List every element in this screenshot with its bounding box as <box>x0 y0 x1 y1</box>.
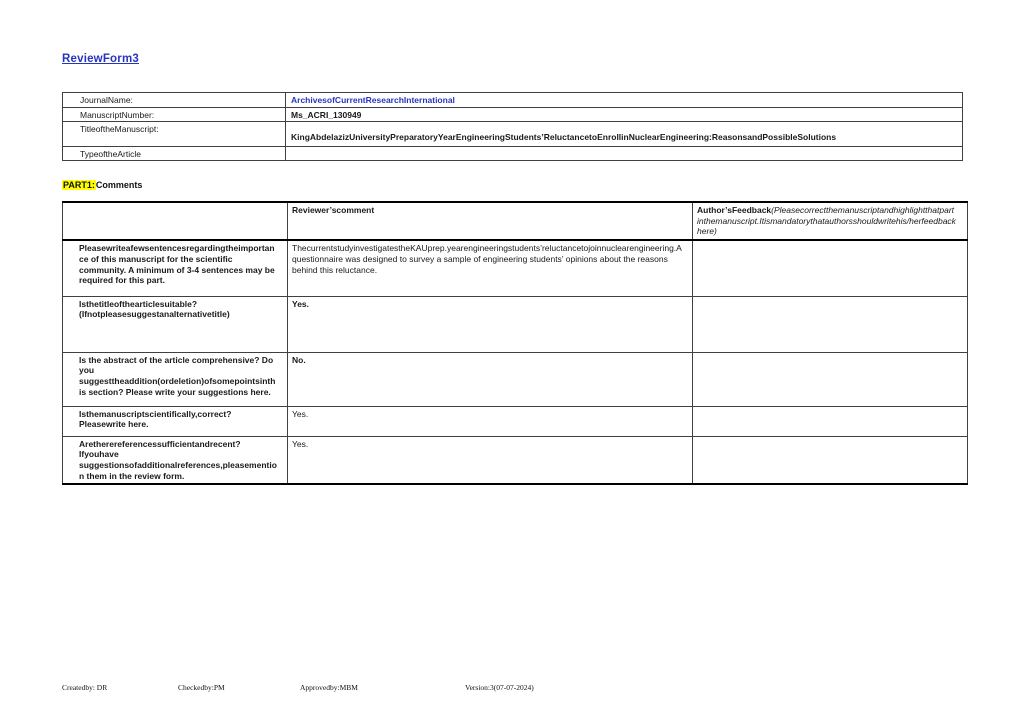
info-label-manuscript-number: ManuscriptNumber: <box>63 108 286 122</box>
reviewer-comment-cell: Yes. <box>288 406 693 436</box>
part1-heading <box>62 180 142 190</box>
footer-approved-by: Approvedby:MBM <box>300 683 358 692</box>
manuscript-info-table <box>62 92 963 161</box>
table-row <box>63 122 963 147</box>
table-row <box>63 406 968 436</box>
footer-created-by: Createdby: DR <box>62 683 108 692</box>
reviewer-comment-cell: Yes. <box>288 436 693 484</box>
comments-table <box>62 201 968 485</box>
author-feedback-title: Author’sFeedback <box>697 205 772 215</box>
table-row <box>63 108 963 122</box>
info-value-manuscript-title: KingAbdelazizUniversityPreparatoryYearEngineeringStudents’ReluctancetoEnrollinNuclearEngineering:ReasonsandPossibleSolutions <box>286 122 963 147</box>
author-feedback-cell <box>693 240 968 296</box>
table-row <box>63 296 968 352</box>
info-label-manuscript-title: TitleoftheManuscript: <box>63 122 286 147</box>
reviewer-comment-cell: No. <box>288 352 693 406</box>
table-row <box>63 93 963 108</box>
info-label-journal-name: JournalName: <box>63 93 286 108</box>
footer-checked-by: Checkedby:PM <box>178 683 225 692</box>
table-row <box>63 436 968 484</box>
table-row <box>63 352 968 406</box>
info-value-article-type <box>286 147 963 161</box>
question-cell: Pleasewriteafewsentencesregardingtheimportance of this manuscript for the scientific community. A minimum of 3-4 sentences may be required for this part. <box>63 240 288 296</box>
document-title: ReviewForm3 <box>62 53 139 65</box>
reviewer-comment-cell: ThecurrentstudyinvestigatestheKAUprep.yearengineeringstudents’reluctancetojoinnuclearengineering.A questionnaire was designed to survey a sample of engineering students’ opinions about the reasons behind this reluctance. <box>288 240 693 296</box>
table-row <box>63 147 963 161</box>
author-feedback-cell <box>693 436 968 484</box>
header-reviewer-comment: Reviewer’scomment <box>288 202 693 240</box>
info-value-journal-name: ArchivesofCurrentResearchInternational <box>286 93 963 108</box>
table-row <box>63 240 968 296</box>
author-feedback-cell <box>693 352 968 406</box>
author-feedback-note: (Pleasecorrectthemanuscriptandhighlightthatpart inthemanuscript.Itismandatorythatauthorsshouldwritehis/herfeedback here) <box>697 205 956 237</box>
reviewer-comment-cell: Yes. <box>288 296 693 352</box>
question-cell: Isthemanuscriptscientifically,correct?Pleasewrite here. <box>63 406 288 436</box>
question-cell: Is the abstract of the article comprehensive? Do you suggesttheaddition(ordeletion)ofsomepointsinthis section? Please write your suggestions here. <box>63 352 288 406</box>
footer-version: Version:3(07-07-2024) <box>465 683 534 692</box>
question-cell: Aretherereferencessufficientandrecent?Ifyouhave suggestionsofadditionalreferences,pleasemention them in the review form. <box>63 436 288 484</box>
header-question <box>63 202 288 240</box>
question-cell: Isthetitleofthearticlesuitable? (Ifnotpleasesuggestanalternativetitle) <box>63 296 288 352</box>
table-header-row <box>63 202 968 240</box>
author-feedback-cell <box>693 406 968 436</box>
info-value-manuscript-number: Ms_ACRI_130949 <box>286 108 963 122</box>
part1-label: Comments <box>95 180 143 190</box>
part1-highlight: PART1: <box>63 180 95 190</box>
info-label-article-type: TypeoftheArticle <box>63 147 286 161</box>
header-author-feedback <box>693 202 968 240</box>
author-feedback-cell <box>693 296 968 352</box>
